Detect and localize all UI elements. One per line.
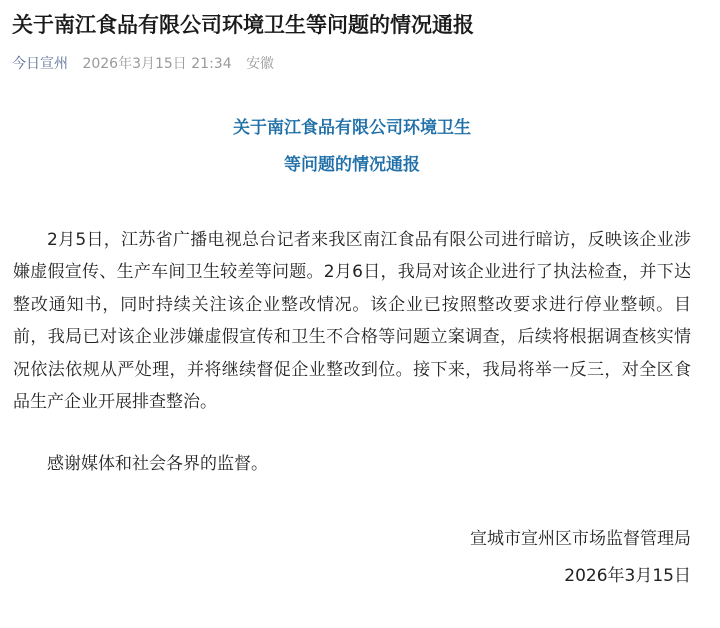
- notice-heading-line-1: 关于南江食品有限公司环境卫生: [233, 118, 471, 138]
- source-account-link[interactable]: 今日宣州: [12, 56, 68, 72]
- body-paragraph: 2月5日，江苏省广播电视总台记者来我区南江食品有限公司进行暗访，反映该企业涉嫌虚假宣传、生产车间卫生较差等问题。2月6日，我局对该企业进行了执法检查，并下达整改通知书，同时持续关注该企业整改情况。该企业已按照整改要求进行停业整顿。目前，我局已对该企业涉嫌虚假宣传和卫生不合格等问题立案调查，后续将根据调查核实情况依法依规从严处理，并将继续督促企业整改到位。接下来，我局将举一反三，对全区食品生产企业开展排查整治。: [13, 230, 691, 413]
- body-paragraph: 感谢媒体和社会各界的监督。: [47, 454, 268, 474]
- notice-heading-line-2: 等问题的情况通报: [284, 155, 420, 175]
- article-meta: [12, 52, 274, 76]
- publish-time: 2026年3月15日 21:34: [82, 56, 232, 72]
- signature-date: 2026年3月15日: [564, 566, 691, 586]
- publish-region: 安徽: [246, 56, 275, 72]
- page-title: 关于南江食品有限公司环境卫生等问题的情况通报: [12, 13, 474, 37]
- signature-organization: 宣城市宣州区市场监督管理局: [470, 529, 691, 549]
